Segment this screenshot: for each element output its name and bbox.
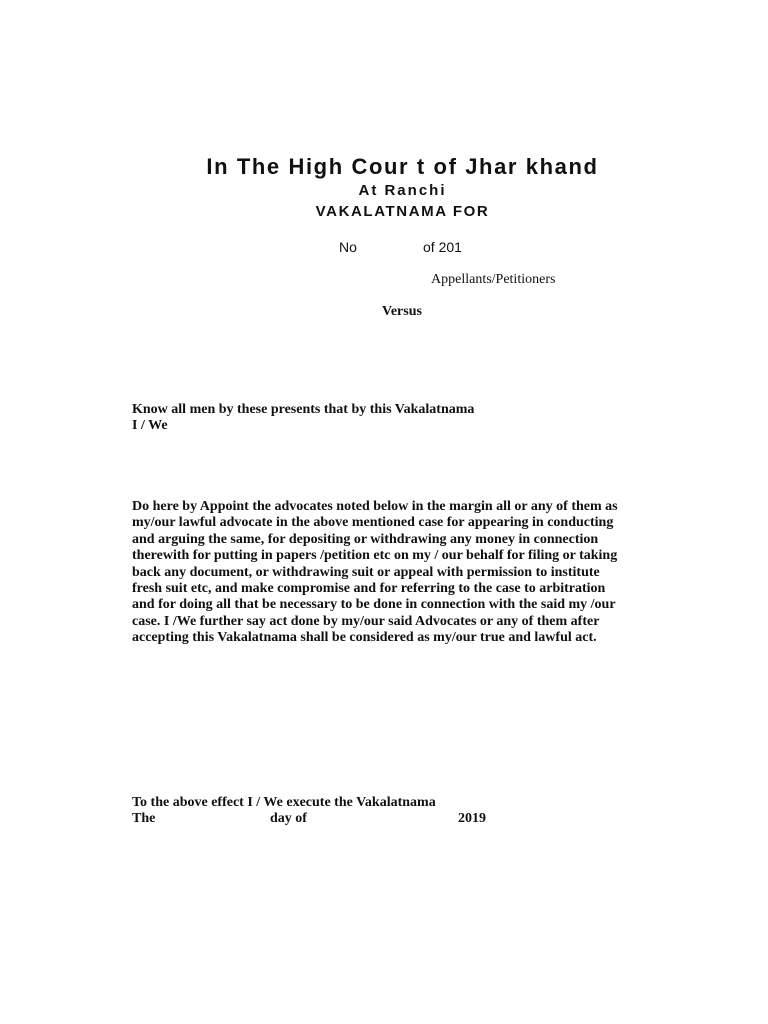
appointment-line: and arguing the same, for depositing or withdrawing any money in connection bbox=[132, 531, 599, 547]
court-title: In The High Cour t of Jhar khand bbox=[206, 154, 599, 179]
intro-paragraph bbox=[132, 402, 672, 435]
appointment-line: fresh suit etc, and make compromise and for referring to the case to arbitration bbox=[132, 581, 606, 597]
appointment-line: accepting this Vakalatnama shall be considered as my/our true and lawful act. bbox=[132, 630, 597, 646]
case-number-label: No bbox=[339, 239, 357, 255]
date-day-of-label: day of bbox=[270, 811, 307, 826]
execution-date-line bbox=[132, 811, 532, 828]
court-location: At Ranchi bbox=[358, 182, 447, 199]
appointment-line: my/our lawful advocate in the above mentioned case for appearing in conducting bbox=[132, 515, 614, 531]
appointment-line: and for doing all that be necessary to be done in connection with the said my /our bbox=[132, 597, 616, 613]
date-year: 2019 bbox=[458, 811, 486, 826]
versus-label: Versus bbox=[382, 304, 422, 319]
appointment-paragraph bbox=[132, 499, 672, 647]
party-role-label: Appellants/Petitioners bbox=[431, 272, 556, 287]
appointment-line: back any document, or withdrawing suit or appeal with permission to institute bbox=[132, 564, 600, 580]
case-year-label: of 201 bbox=[423, 239, 462, 255]
appointment-line: therewith for putting in papers /petition etc on my / our behalf for filing or taking bbox=[132, 548, 618, 564]
date-the-label: The bbox=[132, 811, 156, 826]
appointment-line: Do here by Appoint the advocates noted below in the margin all or any of them as bbox=[132, 499, 618, 514]
execution-statement bbox=[132, 795, 672, 811]
appointment-line: case. I /We further say act done by my/our said Advocates or any of them after bbox=[132, 613, 600, 629]
intro-line: Know all men by these presents that by this Vakalatnama bbox=[132, 402, 475, 417]
document-type-heading: VAKALATNAMA FOR bbox=[315, 203, 490, 220]
intro-line: I / We bbox=[132, 418, 168, 434]
execution-line: To the above effect I / We execute the Vakalatnama bbox=[132, 795, 436, 810]
